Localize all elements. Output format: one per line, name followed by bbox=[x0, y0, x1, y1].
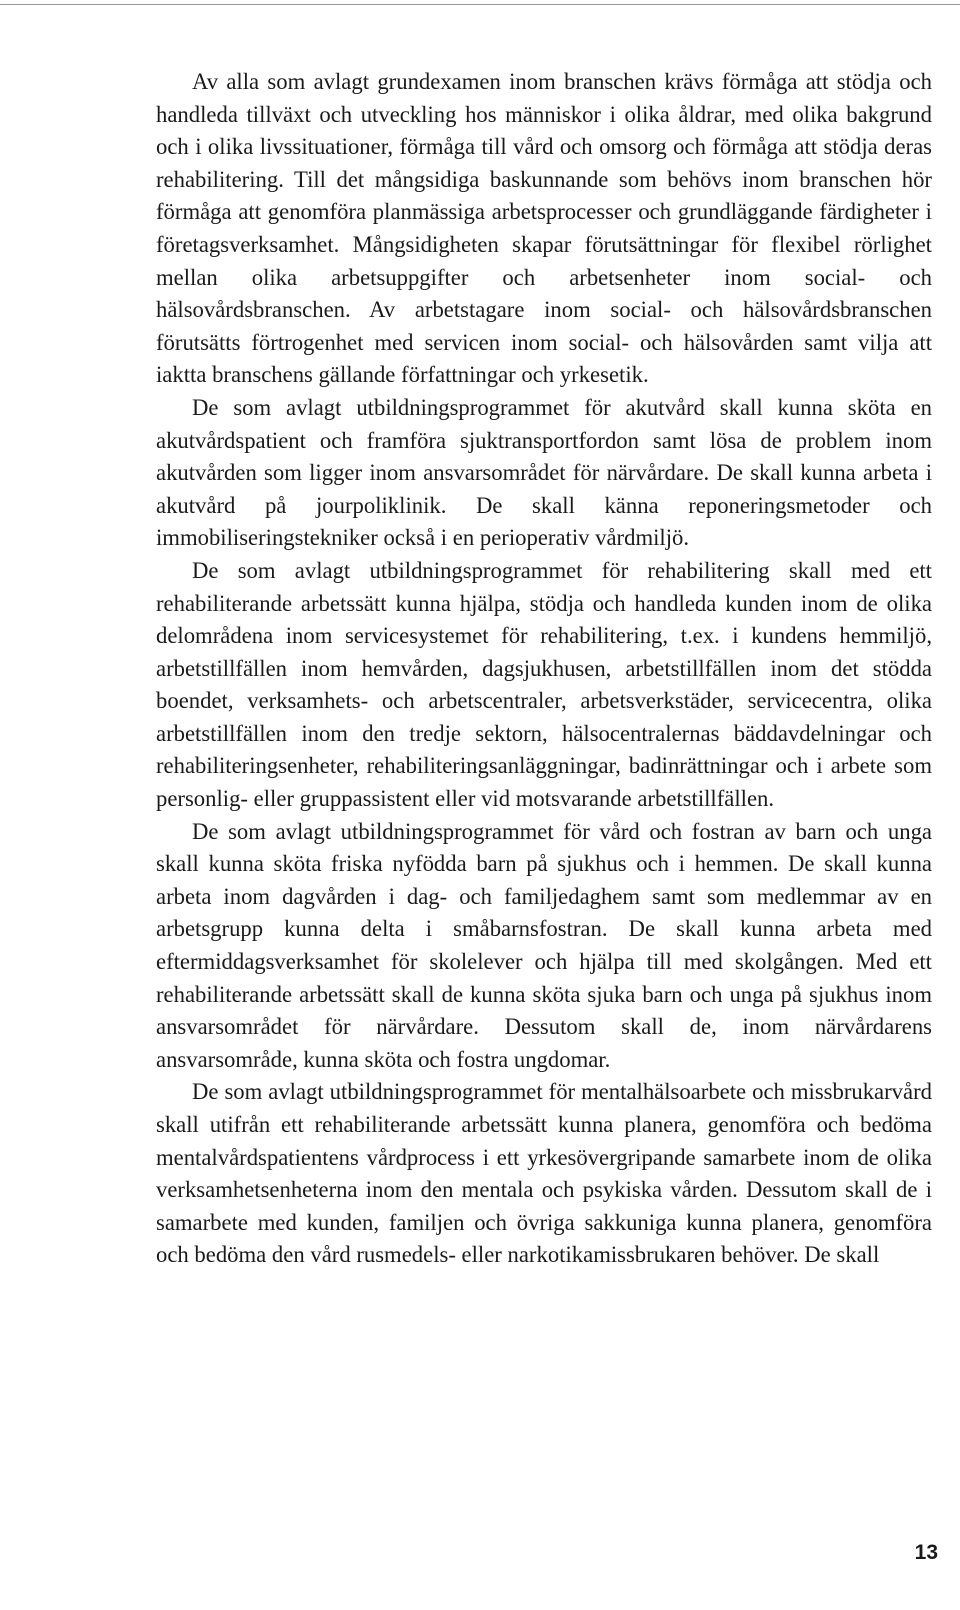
paragraph-basic-competence: Av alla som avlagt grundexamen inom branschen krävs förmåga att stödja och handleda tillväxt och utveckling hos människor i olika åldrar, med olika bakgrund och i olika livssituationer, förmåga till vård och omsorg och förmåga att stödja deras rehabilitering. Till det mångsidiga baskunnande som behövs inom branschen hör förmåga att genomföra planmässiga arbetsprocesser och grundläggande färdigheter i företagsverksamhet. Mångsidigheten skapar förutsättningar för flexibel rörlighet mellan olika arbetsuppgifter och arbetsenheter inom social- och hälsovårdsbranschen. Av arbetstagare inom social- och hälsovårdsbranschen förutsätts förtrogenhet med servicen inom social- och hälsovården samt vilja att iaktta branschens gällande författningar och yrkesetik. bbox=[156, 69, 932, 388]
paragraph-child-care: De som avlagt utbildningsprogrammet för vård och fostran av barn och unga skall kunna sköta friska nyfödda barn på sjukhus och i hemmen. De skall kunna arbeta inom dagvården i dag- och familjedaghem samt som medlemmar av en arbetsgrupp kunna delta i småbarnsfostran. De skall kunna arbeta med eftermiddagsverksamhet för skolelever och hjälpa till med skolgången. Med ett rehabiliterande arbetssätt skall de kunna sköta sjuka barn och unga på sjukhus inom ansvarsområdet för närvårdare. Dessutom skall de, inom närvårdarens ansvarsområde, kunna sköta och fostra ungdomar. bbox=[156, 818, 932, 1072]
page-number: 13 bbox=[914, 1541, 938, 1564]
paragraph-rehabilitation: De som avlagt utbildningsprogrammet för rehabilitering skall med ett rehabiliterande arbetssätt kunna hjälpa, stödja och handleda kunden inom de olika delområdena inom servicesystemet för rehabilitering, t.ex. i kundens hemmiljö, arbetstillfällen inom hemvården, dagsjukhusen, arbetstillfällen inom det stödda boendet, verksamhets- och arbetscentraler, arbetsverkstäder, servicecentra, olika arbetstillfällen inom den tredje sektorn, hälsocentralernas bäddavdelningar och rehabiliteringsenheter, rehabiliteringsanläggningar, badinrättningar och i arbete som personlig- eller gruppassistent eller vid motsvarande arbetstillfällen. bbox=[156, 557, 932, 812]
top-rule bbox=[0, 4, 960, 5]
paragraph-mental-health: De som avlagt utbildningsprogrammet för mentalhälsoarbete och missbrukarvård skall utifrån ett rehabiliterande arbetssätt kunna planera, genomföra och bedöma mentalvårdspatientens vårdprocess i ett yrkesövergripande samarbete inom de olika verksamhetsenheterna inom den mentala och psykiska vården. Dessutom skall de i samarbete med kunden, familjen och övriga sakkuniga kunna planera, genomföra och bedöma den vård rusmedels- eller narkotikamissbrukaren behöver. De skall bbox=[156, 1079, 932, 1268]
paragraph-emergency-care: De som avlagt utbildningsprogrammet för akutvård skall kunna sköta en akutvårdspatient och framföra sjuktransportfordon samt lösa de problem inom akutvården som ligger inom ansvarsområdet för närvårdare. De skall kunna arbeta i akutvård på jourpoliklinik. De skall känna reponeringsmetoder och immobiliseringstekniker också i en perioperativ vårdmiljö. bbox=[156, 394, 932, 551]
body-text bbox=[156, 66, 932, 1272]
